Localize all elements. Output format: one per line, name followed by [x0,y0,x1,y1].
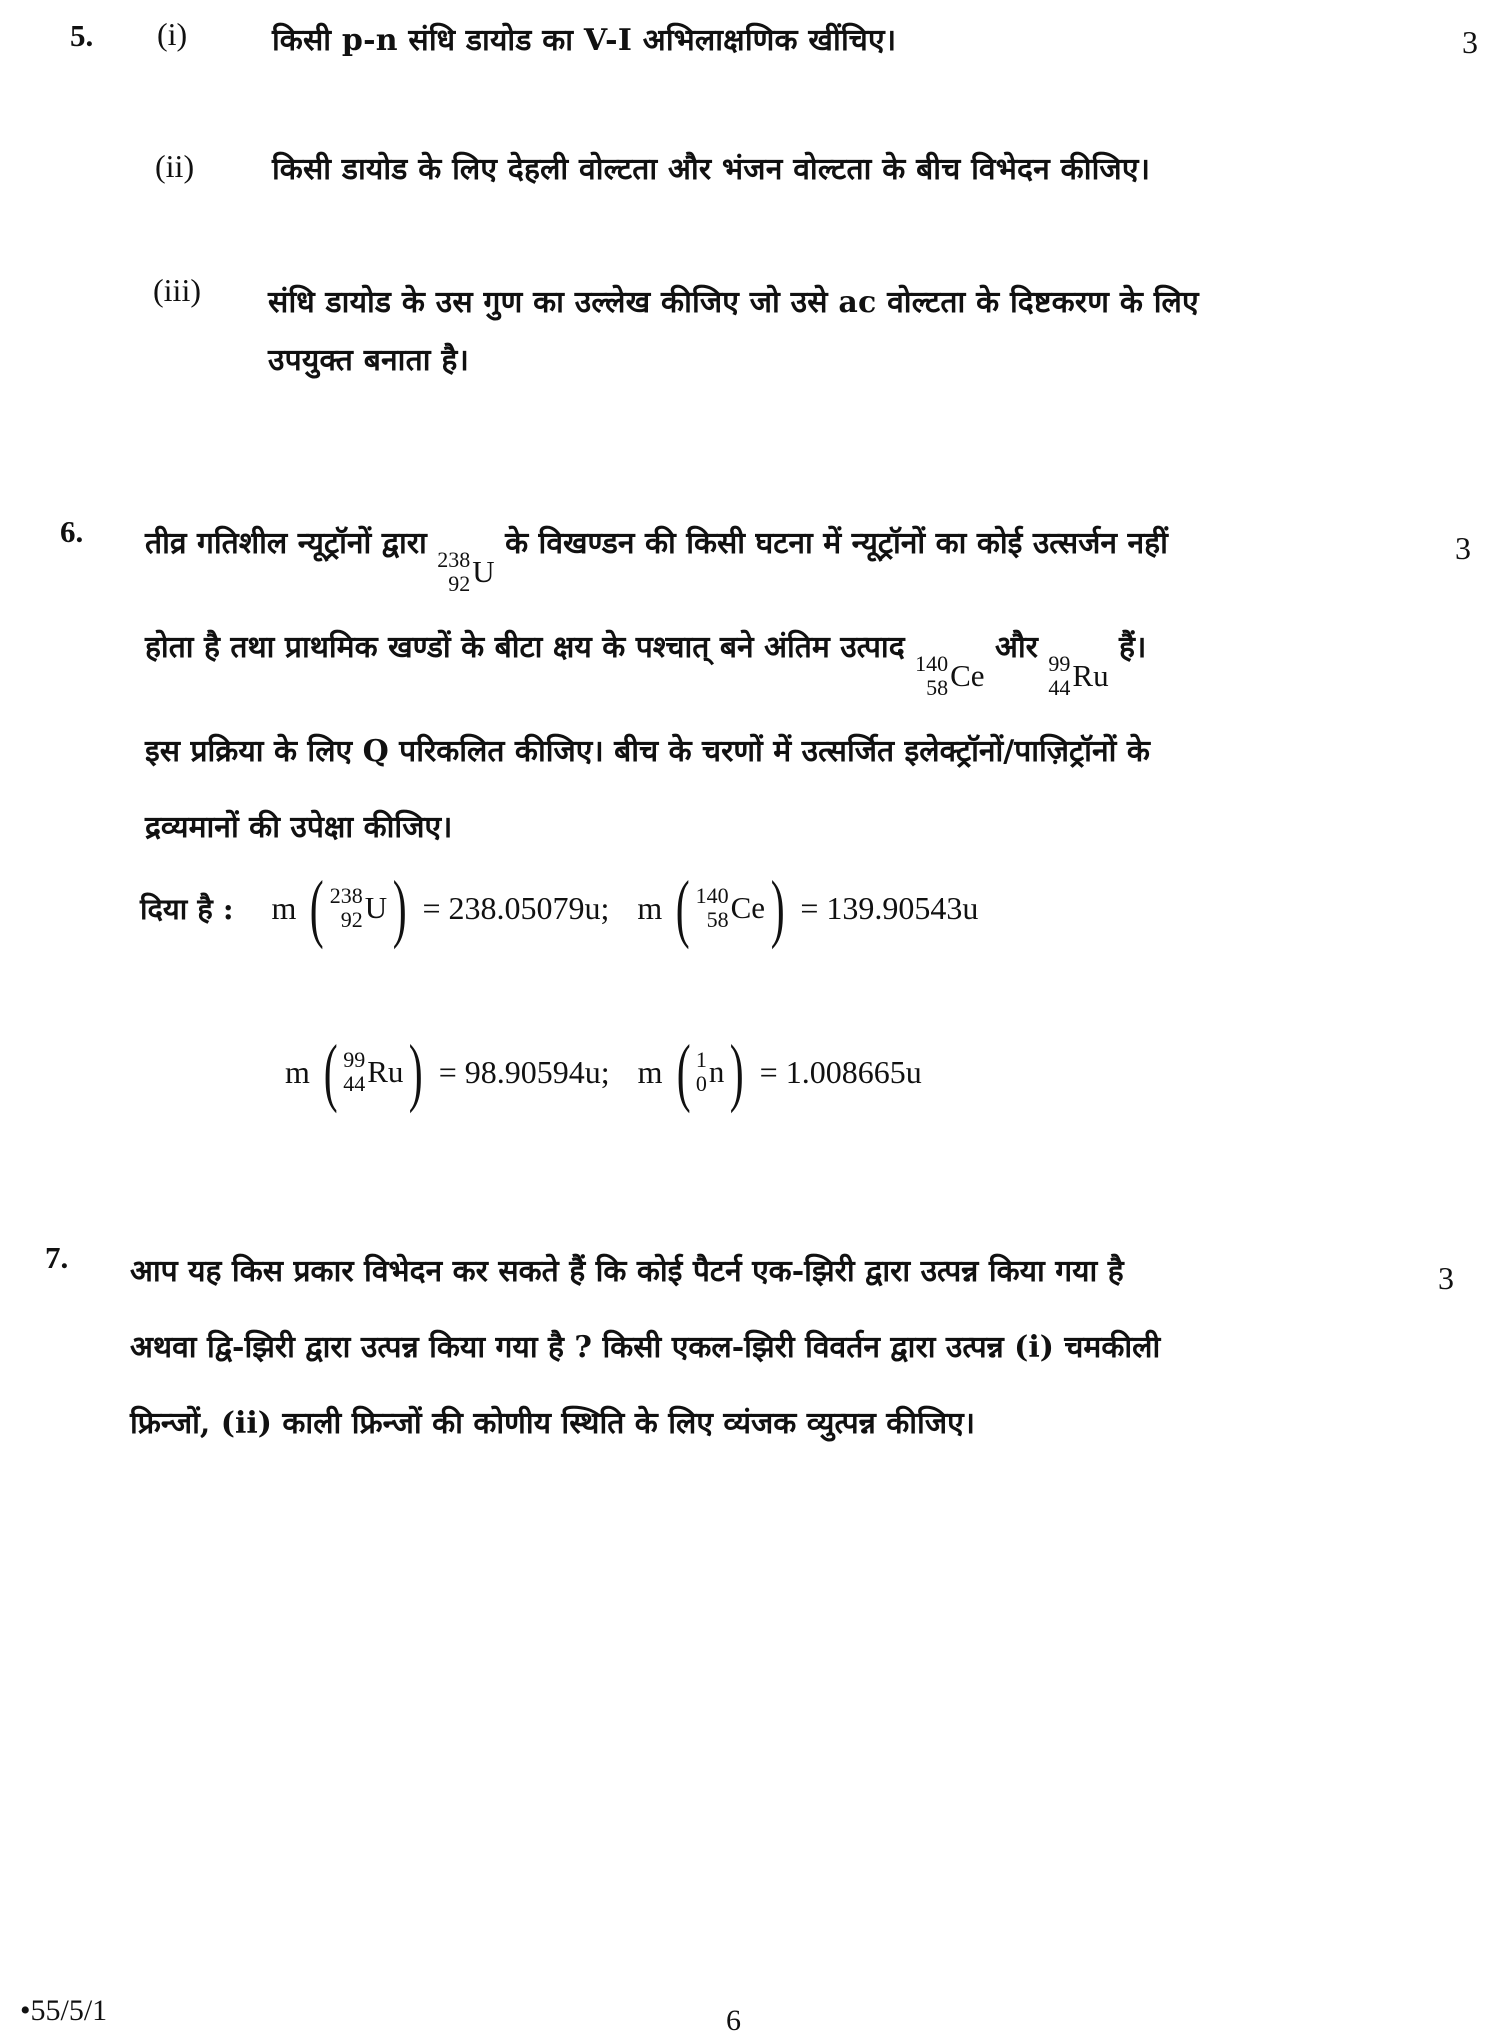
right-paren-icon: ) [409,1030,424,1114]
ce-atomic-number: 58 [926,675,949,700]
mass-symbol-n: m [637,1053,663,1090]
ce-mass-number: 140 [915,651,949,676]
given-ce-symbol: Ce [730,890,766,925]
given-n-mass-number: 1 [695,1047,707,1072]
right-paren-icon: ) [392,866,407,950]
given-ce-mass-number: 140 [695,883,729,908]
q5-part-iii-line2: उपयुक्त बनाता है। [268,343,470,378]
ru-mass-number: 99 [1048,651,1071,676]
q6-line-1 [145,506,1168,610]
left-paren-icon: ( [676,1030,691,1114]
q6-marks: 3 [1455,530,1471,566]
q6-line-3: इस प्रक्रिया के लिए Q परिकलित कीजिए। बीच के चरणों में उत्सर्जित इलेक्ट्रॉनों/पाज़िट्रॉनों के [145,734,1150,769]
q5-part-ii-label: (ii) [155,148,195,184]
q5-part-i-text: किसी p-n संधि डायोड का V-I अभिलाक्षणिक खींचिए। [272,23,897,58]
q5-part-iii-line1: संधि डायोड के उस गुण का उल्लेख कीजिए जो उसे ac वोल्टता के दिष्टकरण के लिए [268,285,1199,320]
q6-line-1-b: के विखण्डन की किसी घटना में न्यूट्रॉनों का कोई उत्सर्जन नहीं [505,526,1168,561]
q5-number: 5. [70,18,94,53]
nuclide-ru-99 [1048,638,1108,714]
q6-line-4: द्रव्यमानों की उपेक्षा कीजिए। [145,810,453,845]
q6-line-1-a: तीव्र गतिशील न्यूट्रॉनों द्वारा [145,526,427,561]
u-atomic-number: 92 [448,571,471,596]
left-paren-icon: ( [310,866,325,950]
mass-value-ru: = 98.90594u; [438,1053,610,1090]
q6-line-2-b: और [994,630,1038,665]
q7-question-text [130,1234,1160,1462]
q5-part-iii-label: (iii) [153,272,201,308]
q7-line-2: अथवा द्वि-झिरी द्वारा उत्पन्न किया गया है ? किसी एकल-झिरी विवर्तन द्वारा उत्पन्न (i) चमकीली [130,1330,1161,1365]
right-paren-icon: ) [730,1030,744,1114]
ru-atomic-number: 44 [1048,675,1071,700]
given-ru-symbol: Ru [367,1054,404,1089]
ce-symbol: Ce [950,658,985,693]
mass-value-ce: = 139.90543u [800,889,979,926]
given-nuclide-ce [696,884,765,932]
left-paren-icon: ( [675,866,690,950]
given-ce-atomic-number: 58 [706,907,729,932]
mass-value-u: = 238.05079u; [422,889,610,926]
q6-question-text [145,506,1168,866]
ru-symbol: Ru [1072,658,1109,693]
q6-line-2-c: हैं। [1119,630,1147,665]
q7-number: 7. [45,1240,69,1275]
mass-symbol-ce: m [637,889,663,926]
given-n-atomic-number: 0 [695,1071,707,1096]
mass-symbol-ru: m [285,1053,310,1090]
left-paren-icon: ( [323,1030,338,1114]
q5-marks: 3 [1462,24,1478,60]
u-mass-number: 238 [437,547,471,572]
given-u-symbol: U [364,890,388,925]
q7-marks: 3 [1438,1260,1454,1296]
right-paren-icon: ) [770,866,785,950]
given-row-2 [285,1030,922,1114]
q5-part-i-label: (i) [157,16,188,52]
given-nuclide-ru [343,1048,403,1096]
given-u-atomic-number: 92 [340,907,363,932]
given-u-mass-number: 238 [329,883,363,908]
given-row-1 [140,866,979,950]
given-nuclide-u [330,884,387,932]
paper-code: •55/5/1 [20,1994,108,2027]
nuclide-u-238 [437,534,494,610]
given-n-symbol: n [708,1054,725,1089]
given-nuclide-n [696,1048,725,1096]
mass-value-n: = 1.008665u [759,1053,922,1090]
page-number: 6 [726,2004,741,2037]
mass-symbol-u: m [271,889,297,926]
given-ru-mass-number: 99 [343,1047,366,1072]
q6-line-2 [145,610,1168,714]
given-label: दिया है : [140,891,234,926]
q6-number: 6. [60,514,84,549]
q7-line-1: आप यह किस प्रकार विभेदन कर सकते हैं कि कोई पैटर्न एक-झिरी द्वारा उत्पन्न किया गया है [130,1254,1124,1289]
given-ru-atomic-number: 44 [343,1071,366,1096]
q6-line-2-a: होता है तथा प्राथमिक खण्डों के बीटा क्षय के पश्चात् बने अंतिम उत्पाद [145,630,905,665]
u-symbol: U [472,554,495,589]
q5-part-ii-text: किसी डायोड के लिए देहली वोल्टता और भंजन वोल्टता के बीच विभेदन कीजिए। [272,152,1151,187]
q7-line-3: फ्रिन्जों, (ii) काली फ्रिन्जों की कोणीय स्थिति के लिए व्यंजक व्युत्पन्न कीजिए। [130,1406,976,1441]
nuclide-ce-140 [915,638,984,714]
